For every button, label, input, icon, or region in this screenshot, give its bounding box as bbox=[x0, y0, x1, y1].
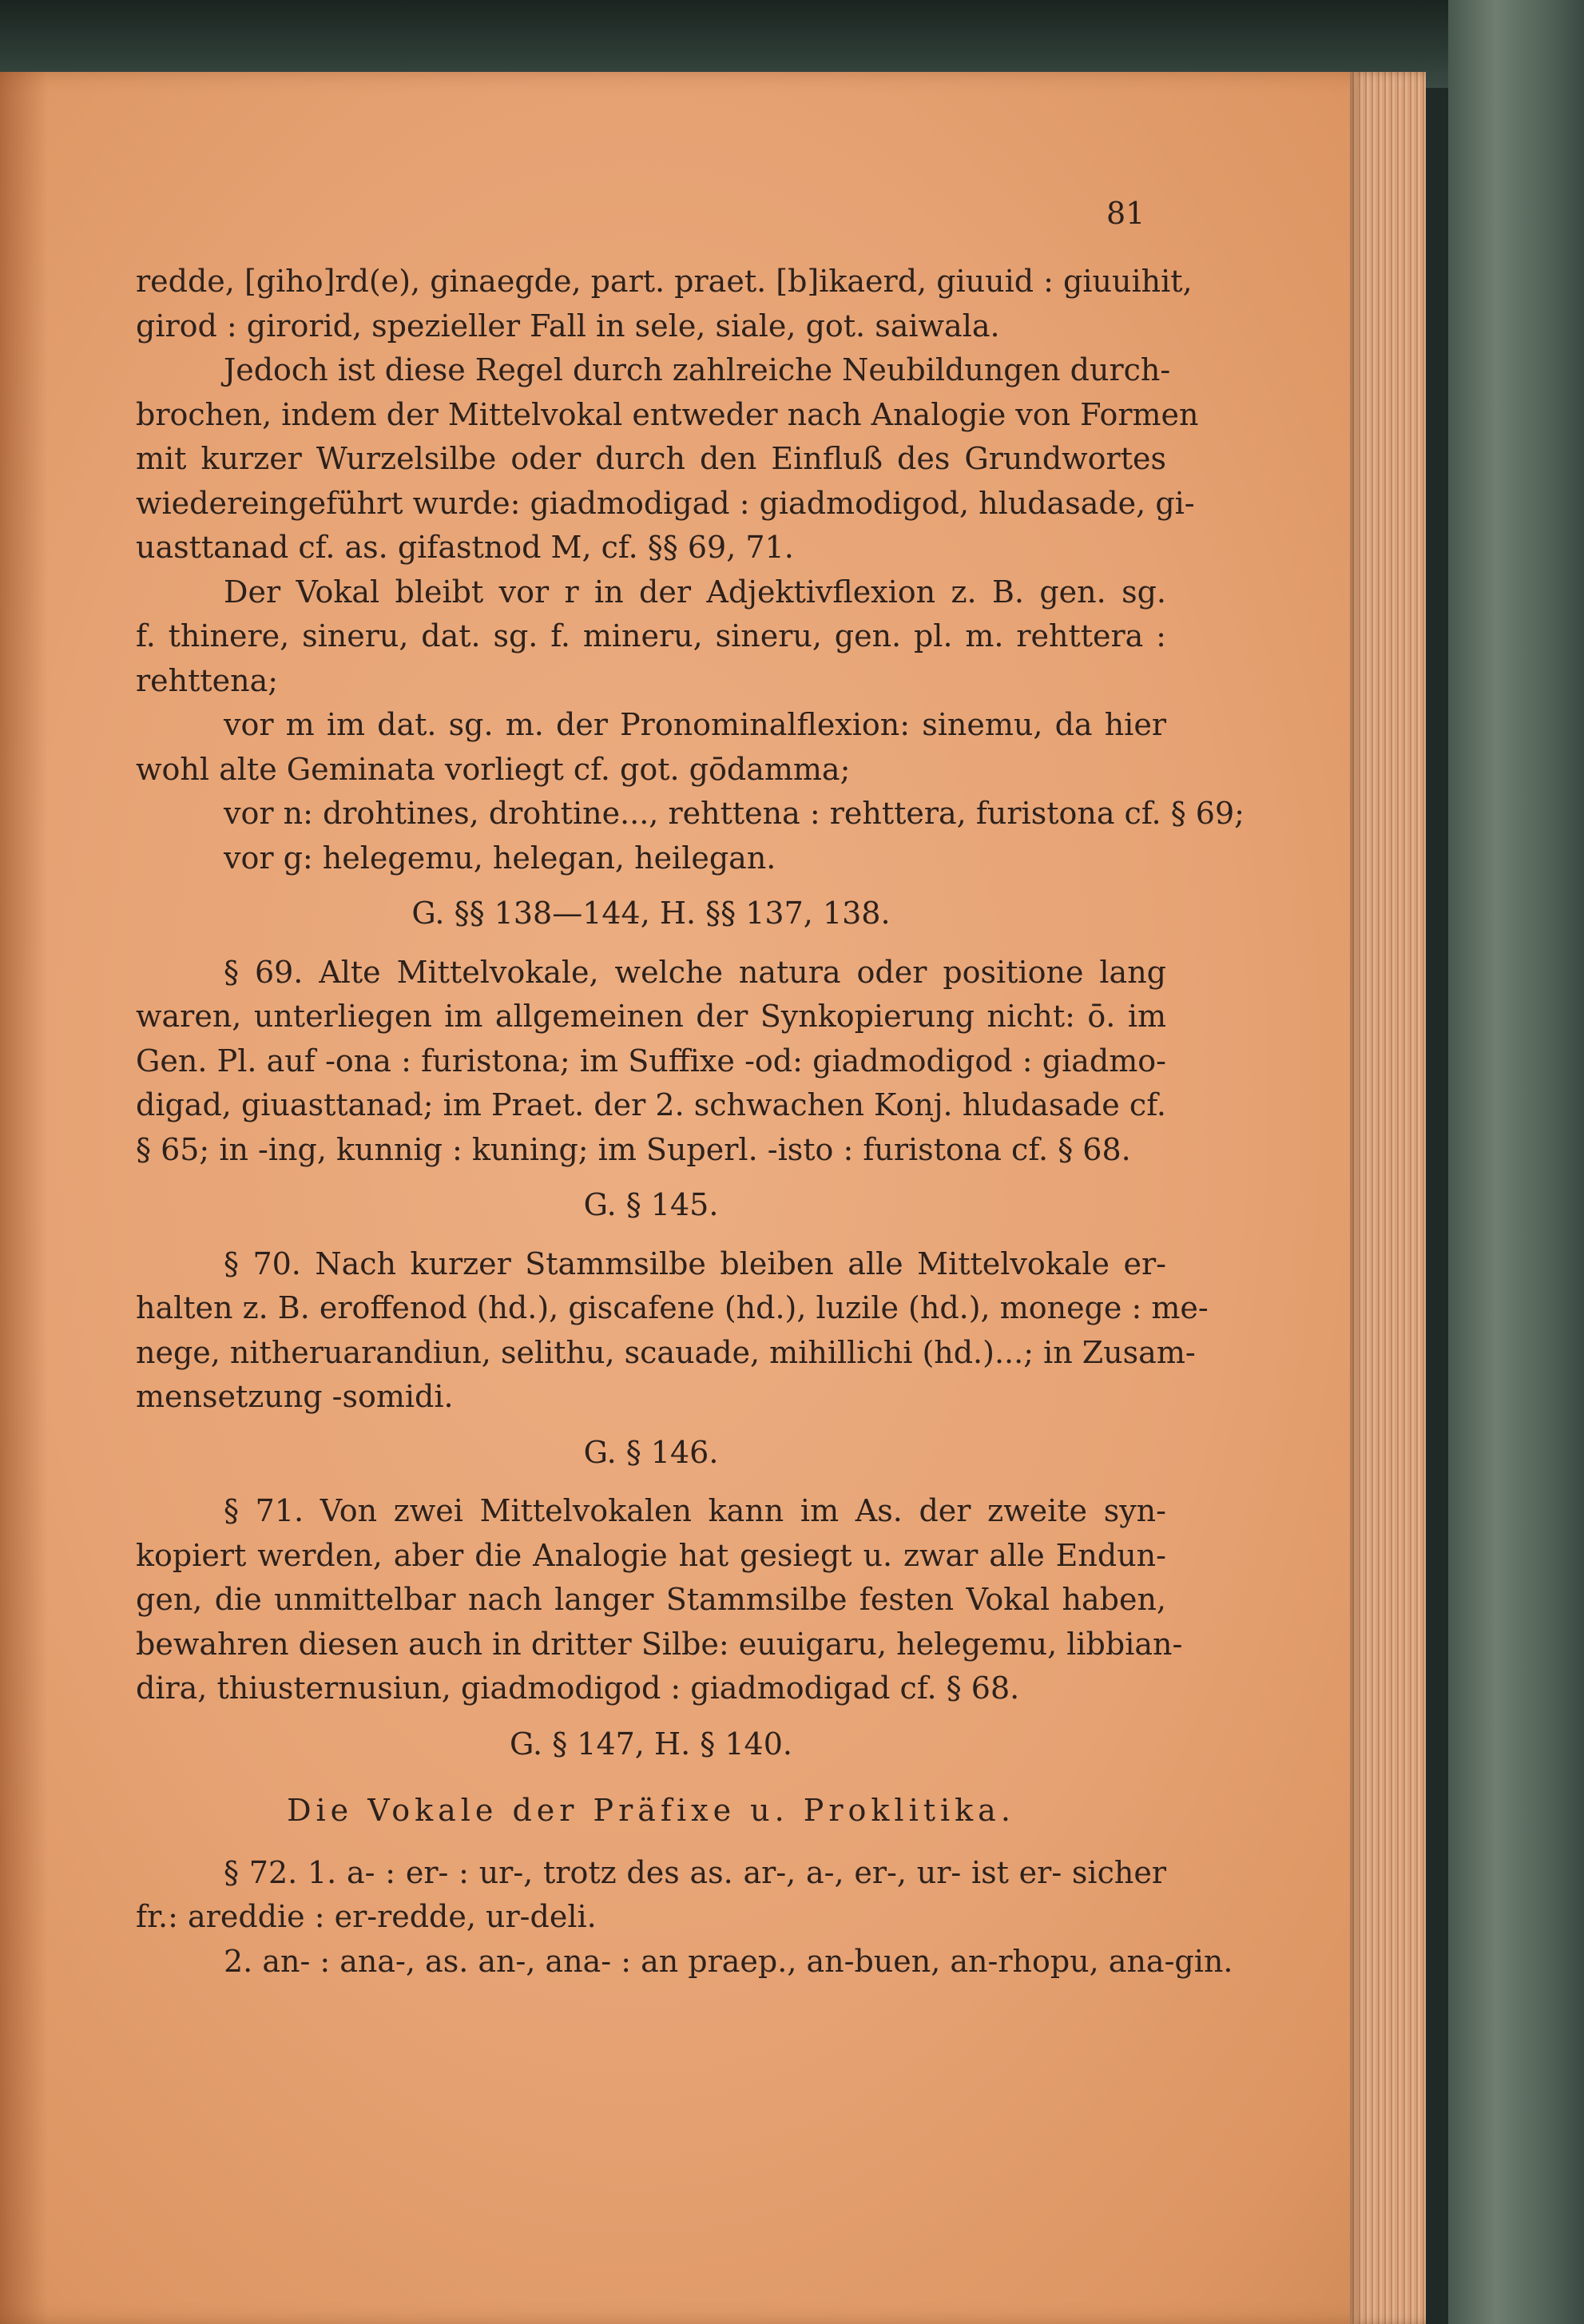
text-line: wiedereingeführt wurde: giadmodigad : giadmodigod, hludasade, gi- bbox=[136, 485, 1195, 521]
text-line: brochen, indem der Mittelvokal entweder nach Analogie von Formen bbox=[136, 396, 1199, 432]
reference-line-1: G. §§ 138—144, H. §§ 137, 138. bbox=[411, 896, 891, 931]
text-line: bewahren diesen auch in dritter Silbe: euuigaru, helegemu, libbian- bbox=[136, 1626, 1183, 1662]
text-line: waren, unterliegen im allgemeinen der Synkopierung nicht: ō. im bbox=[136, 999, 1166, 1034]
paragraph-intro bbox=[136, 260, 1245, 880]
page-number: 81 bbox=[1106, 196, 1145, 231]
text-line: gen, die unmittelbar nach langer Stammsilbe festen Vokal haben, bbox=[136, 1582, 1166, 1617]
text-line: § 72. 1. a- : er- : ur-, trotz des as. ar-, a-, er-, ur- ist er- sicher bbox=[224, 1854, 1166, 1890]
text-line: wohl alte Geminata vorliegt cf. got. gōdamma; bbox=[136, 751, 851, 787]
text-line: 2. an- : ana-, as. an-, ana- : an praep., an-buen, an-rhopu, ana-gin. bbox=[224, 1943, 1233, 1979]
text-line: nege, nitheruarandiun, selithu, scauade, mihillichi (hd.)...; in Zusam- bbox=[136, 1334, 1196, 1370]
page-edges bbox=[1350, 72, 1426, 2324]
page-text bbox=[136, 260, 1245, 1984]
reference-line-3: G. § 146. bbox=[583, 1434, 719, 1470]
text-line: digad, giuasttanad; im Praet. der 2. schwachen Konj. hludasade cf. bbox=[136, 1087, 1166, 1122]
text-line: girod : girorid, spezieller Fall in sele, siale, got. saiwala. bbox=[136, 308, 1000, 344]
text-line: dira, thiusternusiun, giadmodigod : giadmodigad cf. § 68. bbox=[136, 1670, 1020, 1706]
section-heading: Die Vokale der Präfixe u. Proklitika. bbox=[287, 1793, 1015, 1828]
reference-line-2: G. § 145. bbox=[583, 1187, 719, 1222]
reference-line-4: G. § 147, H. § 140. bbox=[510, 1726, 792, 1762]
text-line: redde, [giho]rd(e), ginaegde, part. praet. [b]ikaerd, giuuid : giuuihit, bbox=[136, 264, 1193, 299]
text-line: vor g: helegemu, helegan, heilegan. bbox=[224, 840, 776, 876]
page-gutter bbox=[0, 72, 48, 2324]
text-line: § 71. Von zwei Mittelvokalen kann im As. der zweite syn- bbox=[224, 1493, 1166, 1528]
paragraph-72 bbox=[136, 1851, 1233, 1984]
text-line: Der Vokal bleibt vor r in der Adjektivflexion z. B. gen. sg. bbox=[224, 574, 1166, 610]
text-line: f. thinere, sineru, dat. sg. f. mineru, sineru, gen. pl. m. rehttera : bbox=[136, 618, 1166, 654]
text-line: Gen. Pl. auf -ona : furistona; im Suffixe -od: giadmodigod : giadmo- bbox=[136, 1043, 1166, 1079]
text-line: § 69. Alte Mittelvokale, welche natura oder positione lang bbox=[224, 954, 1166, 990]
text-line: fr.: areddie : er-redde, ur-deli. bbox=[136, 1899, 597, 1934]
text-line: vor m im dat. sg. m. der Pronominalflexion: sinemu, da hier bbox=[224, 707, 1166, 742]
text-line: uasttanad cf. as. gifastnod M, cf. §§ 69, 71. bbox=[136, 530, 794, 565]
paragraph-69 bbox=[136, 951, 1166, 1173]
text-line: rehttena; bbox=[136, 662, 279, 698]
text-line: § 65; in -ing, kunnig : kuning; im Superl. -isto : furistona cf. § 68. bbox=[136, 1131, 1131, 1167]
text-line: § 70. Nach kurzer Stammsilbe bleiben alle Mittelvokale er- bbox=[224, 1245, 1166, 1281]
paragraph-70 bbox=[136, 1242, 1209, 1420]
text-line: halten z. B. eroffenod (hd.), giscafene (hd.), luzile (hd.), monege : me- bbox=[136, 1290, 1209, 1325]
text-line: mit kurzer Wurzelsilbe oder durch den Einfluß des Grundwortes bbox=[136, 441, 1166, 476]
text-line: Jedoch ist diese Regel durch zahlreiche Neubildungen durch- bbox=[224, 352, 1171, 387]
paragraph-71 bbox=[136, 1489, 1183, 1711]
text-line: mensetzung -somidi. bbox=[136, 1379, 454, 1414]
text-line: vor n: drohtines, drohtine..., rehttena : rehttera, furistona cf. § 69; bbox=[224, 796, 1245, 831]
book-cover-right bbox=[1448, 0, 1584, 2324]
text-line: kopiert werden, aber die Analogie hat gesiegt u. zwar alle Endun- bbox=[136, 1537, 1166, 1573]
